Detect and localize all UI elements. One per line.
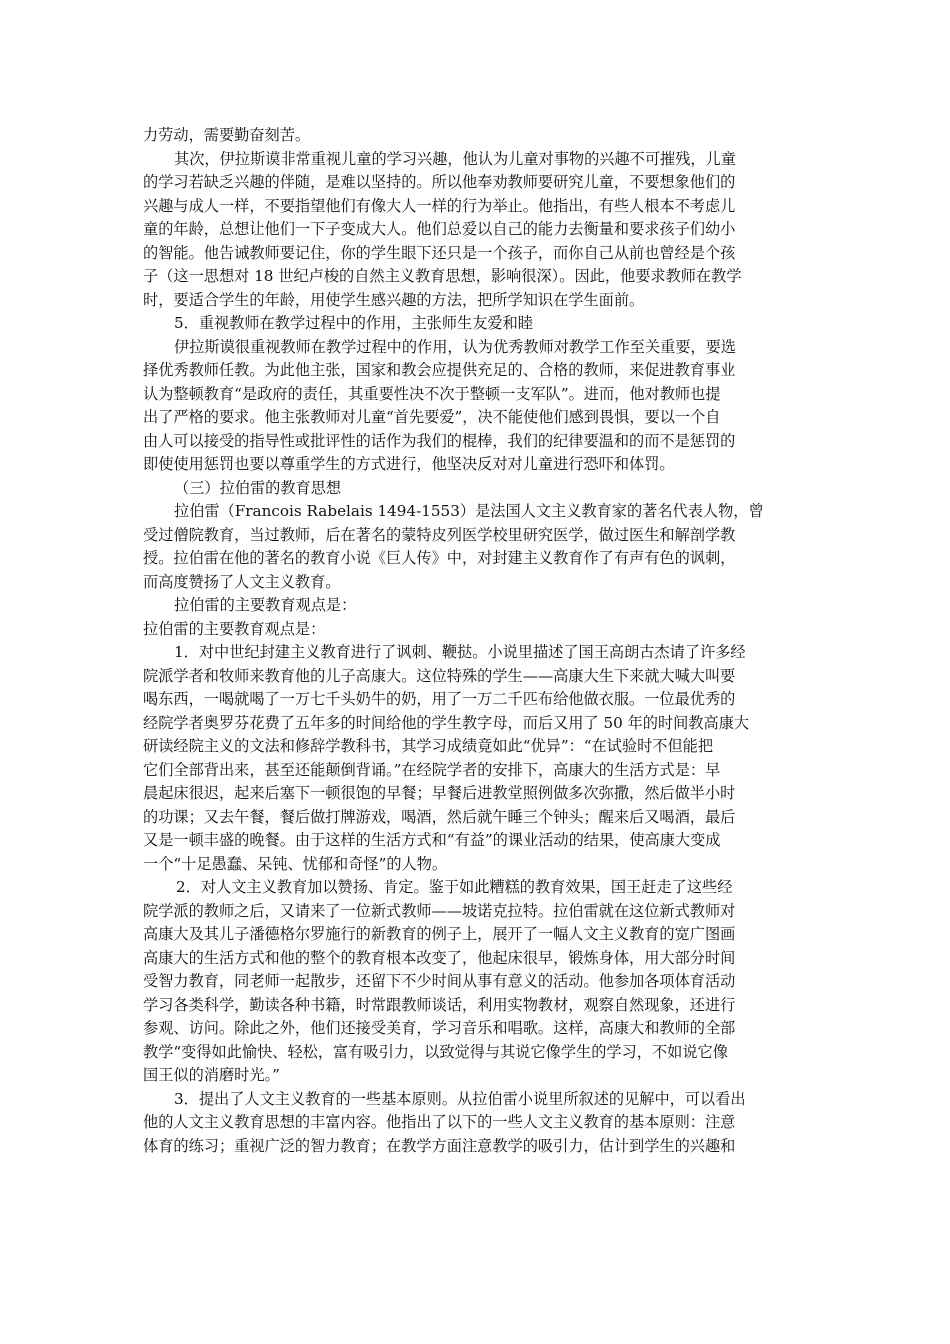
text-line: 童的年龄，总想让他们一下子变成大人。他们总爱以自己的能力去衡量和要求孩子们幼小: [143, 220, 736, 238]
text-line: 时，要适合学生的年龄，用使学生感兴趣的方法，把所学知识在学生面前。: [143, 290, 645, 309]
text-line: 的功课；又去午餐，餐后做打牌游戏，喝酒，然后就午睡三个钟头；醒来后又喝酒，最后: [143, 807, 736, 826]
text-line: 5．重视教师在教学过程中的作用，主张师生友爱和睦: [174, 314, 533, 332]
text-line: 他的人文主义教育思想的丰富内容。他指出了以下的一些人文主义教育的基本原则：注意: [143, 1113, 736, 1131]
text-line: （三）拉伯雷的教育思想: [174, 478, 342, 497]
text-line: 研读经院主义的文法和修辞学教科书，其学习成绩竟如此“优异”：“在试验时不但能把: [143, 737, 714, 755]
text-line: 认为整顿教育“是政府的责任，其重要性决不次于整顿一支军队”。进而，他对教师也提: [143, 384, 721, 403]
text-line: 的智能。他告诫教师要记住，你的学生眼下还只是一个孩子，而你自己从前也曾经是个孩: [143, 243, 736, 262]
text-line: 拉伯雷（Francois Rabelais 1494-1553）是法国人文主义教育家的著名代表人物，曾: [174, 502, 764, 520]
text-line: 晨起床很迟，起来后塞下一顿很饱的早餐；早餐后进教堂照例做多次弥撒，然后做半小时: [143, 784, 736, 802]
text-line: 1．对中世纪封建主义教育进行了讽刺、鞭挞。小说里描述了国王高朗古杰请了许多经: [174, 643, 746, 661]
text-line: 择优秀教师任教。为此他主张，国家和教会应提供充足的、合格的教师，来促进教育事业: [143, 361, 736, 379]
text-line: 授。拉伯雷在他的著名的教育小说《巨人传》中，对封建主义教育作了有声有色的讽刺，: [143, 549, 736, 567]
text-line: 即使使用惩罚也要以尊重学生的方式进行，他坚决反对对儿童进行恐吓和体罚。: [143, 455, 675, 473]
text-line: 而高度赞扬了人文主义教育。: [143, 572, 341, 591]
text-line: 学习各类科学，勤读各种书籍，时常跟教师谈话，利用实物教材，观察自然现象，还进行: [143, 995, 736, 1014]
text-line: 教学“变得如此愉快、轻松，富有吸引力，以致觉得与其说它像学生的学习，不如说它像: [143, 1042, 728, 1061]
text-line: 院学派的教师之后，又请来了一位新式教师——坡诺克拉特。拉伯雷就在这位新式教师对: [143, 901, 736, 920]
text-line: 又是一顿丰盛的晚餐。由于这样的生活方式和“有益”的课业活动的结果，使高康大变成: [143, 831, 721, 849]
text-line: 力劳动，需要勤奋刻苦。: [143, 126, 311, 144]
text-line: 拉伯雷的主要教育观点是：: [174, 596, 357, 614]
text-line: 其次，伊拉斯谟非常重视儿童的学习兴趣，他认为儿童对事物的兴趣不可摧残，儿童: [174, 149, 736, 168]
text-line: 受过僧院教育，当过教师，后在著名的蒙特皮列医学校里研究医学，做过医生和解剖学教: [143, 525, 736, 544]
text-line: 伊拉斯谟很重视教师在教学过程中的作用，认为优秀教师对教学工作至关重要，要选: [174, 337, 736, 356]
text-line: 院派学者和牧师来教育他的儿子高康大。这位特殊的学生——高康大生下来就大喊大叫要: [143, 666, 736, 685]
text-line: 喝东西，一喝就喝了一万七千头奶牛的奶，用了一万二千匹布给他做衣服。一位最优秀的: [143, 690, 736, 708]
text-line: 高康大及其儿子潘德格尔罗施行的新教育的例子上，展开了一幅人文主义教育的宽广图画: [143, 925, 736, 943]
text-line: 由人可以接受的指导性或批评性的话作为我们的棍棒，我们的纪律要温和的而不是惩罚的: [143, 431, 736, 450]
text-line: 子（这一思想对 18 世纪卢梭的自然主义教育思想，影响很深）。因此，他要求教师在教学: [143, 267, 742, 285]
text-line: 国王似的消磨时光。”: [143, 1066, 280, 1084]
text-line: 一个“十足愚蠢、呆钝、忧郁和奇怪”的人物。: [143, 854, 448, 873]
text-line: 3．提出了人文主义教育的一些基本原则。从拉伯雷小说里所叙述的见解中，可以看出: [174, 1089, 746, 1108]
text-line: 体育的练习；重视广泛的智力教育；在教学方面注意教学的吸引力，估计到学生的兴趣和: [143, 1136, 736, 1155]
text-line: 受智力教育，同老师一起散步，还留下不少时间从事有意义的活动。他参加各项体育活动: [143, 972, 736, 990]
text-line: 2．对人文主义教育加以赞扬、肯定。鉴于如此糟糕的教育效果，国王赶走了这些经: [176, 878, 733, 896]
text-line: 参观、访问。除此之外，他们还接受美育，学习音乐和唱歌。这样，高康大和教师的全部: [143, 1019, 736, 1037]
text-line: 拉伯雷的主要教育观点是：: [143, 619, 326, 638]
document-page: [143, 124, 813, 1158]
text-line: 出了严格的要求。他主张教师对儿童“首先要爱”，决不能使他们感到畏惧，要以一个自: [143, 408, 721, 426]
text-line: 的学习若缺乏兴趣的伴随，是难以坚持的。所以他奉劝教师要研究儿童，不要想象他们的: [143, 173, 736, 191]
text-line: 它们全部背出来，甚至还能颠倒背诵。”在经院学者的安排下，高康大的生活方式是：早: [143, 760, 721, 779]
text-line: 高康大的生活方式和他的整个的教育根本改变了，他起床很早，锻炼身体，用大部分时间: [143, 948, 736, 967]
text-line: 经院学者奥罗芬花费了五年多的时间给他的学生教字母，而后又用了 50 年的时间教高康大: [143, 713, 750, 732]
text-line: 兴趣与成人一样，不要指望他们有像大人一样的行为举止。他指出，有些人根本不考虑儿: [143, 196, 736, 215]
